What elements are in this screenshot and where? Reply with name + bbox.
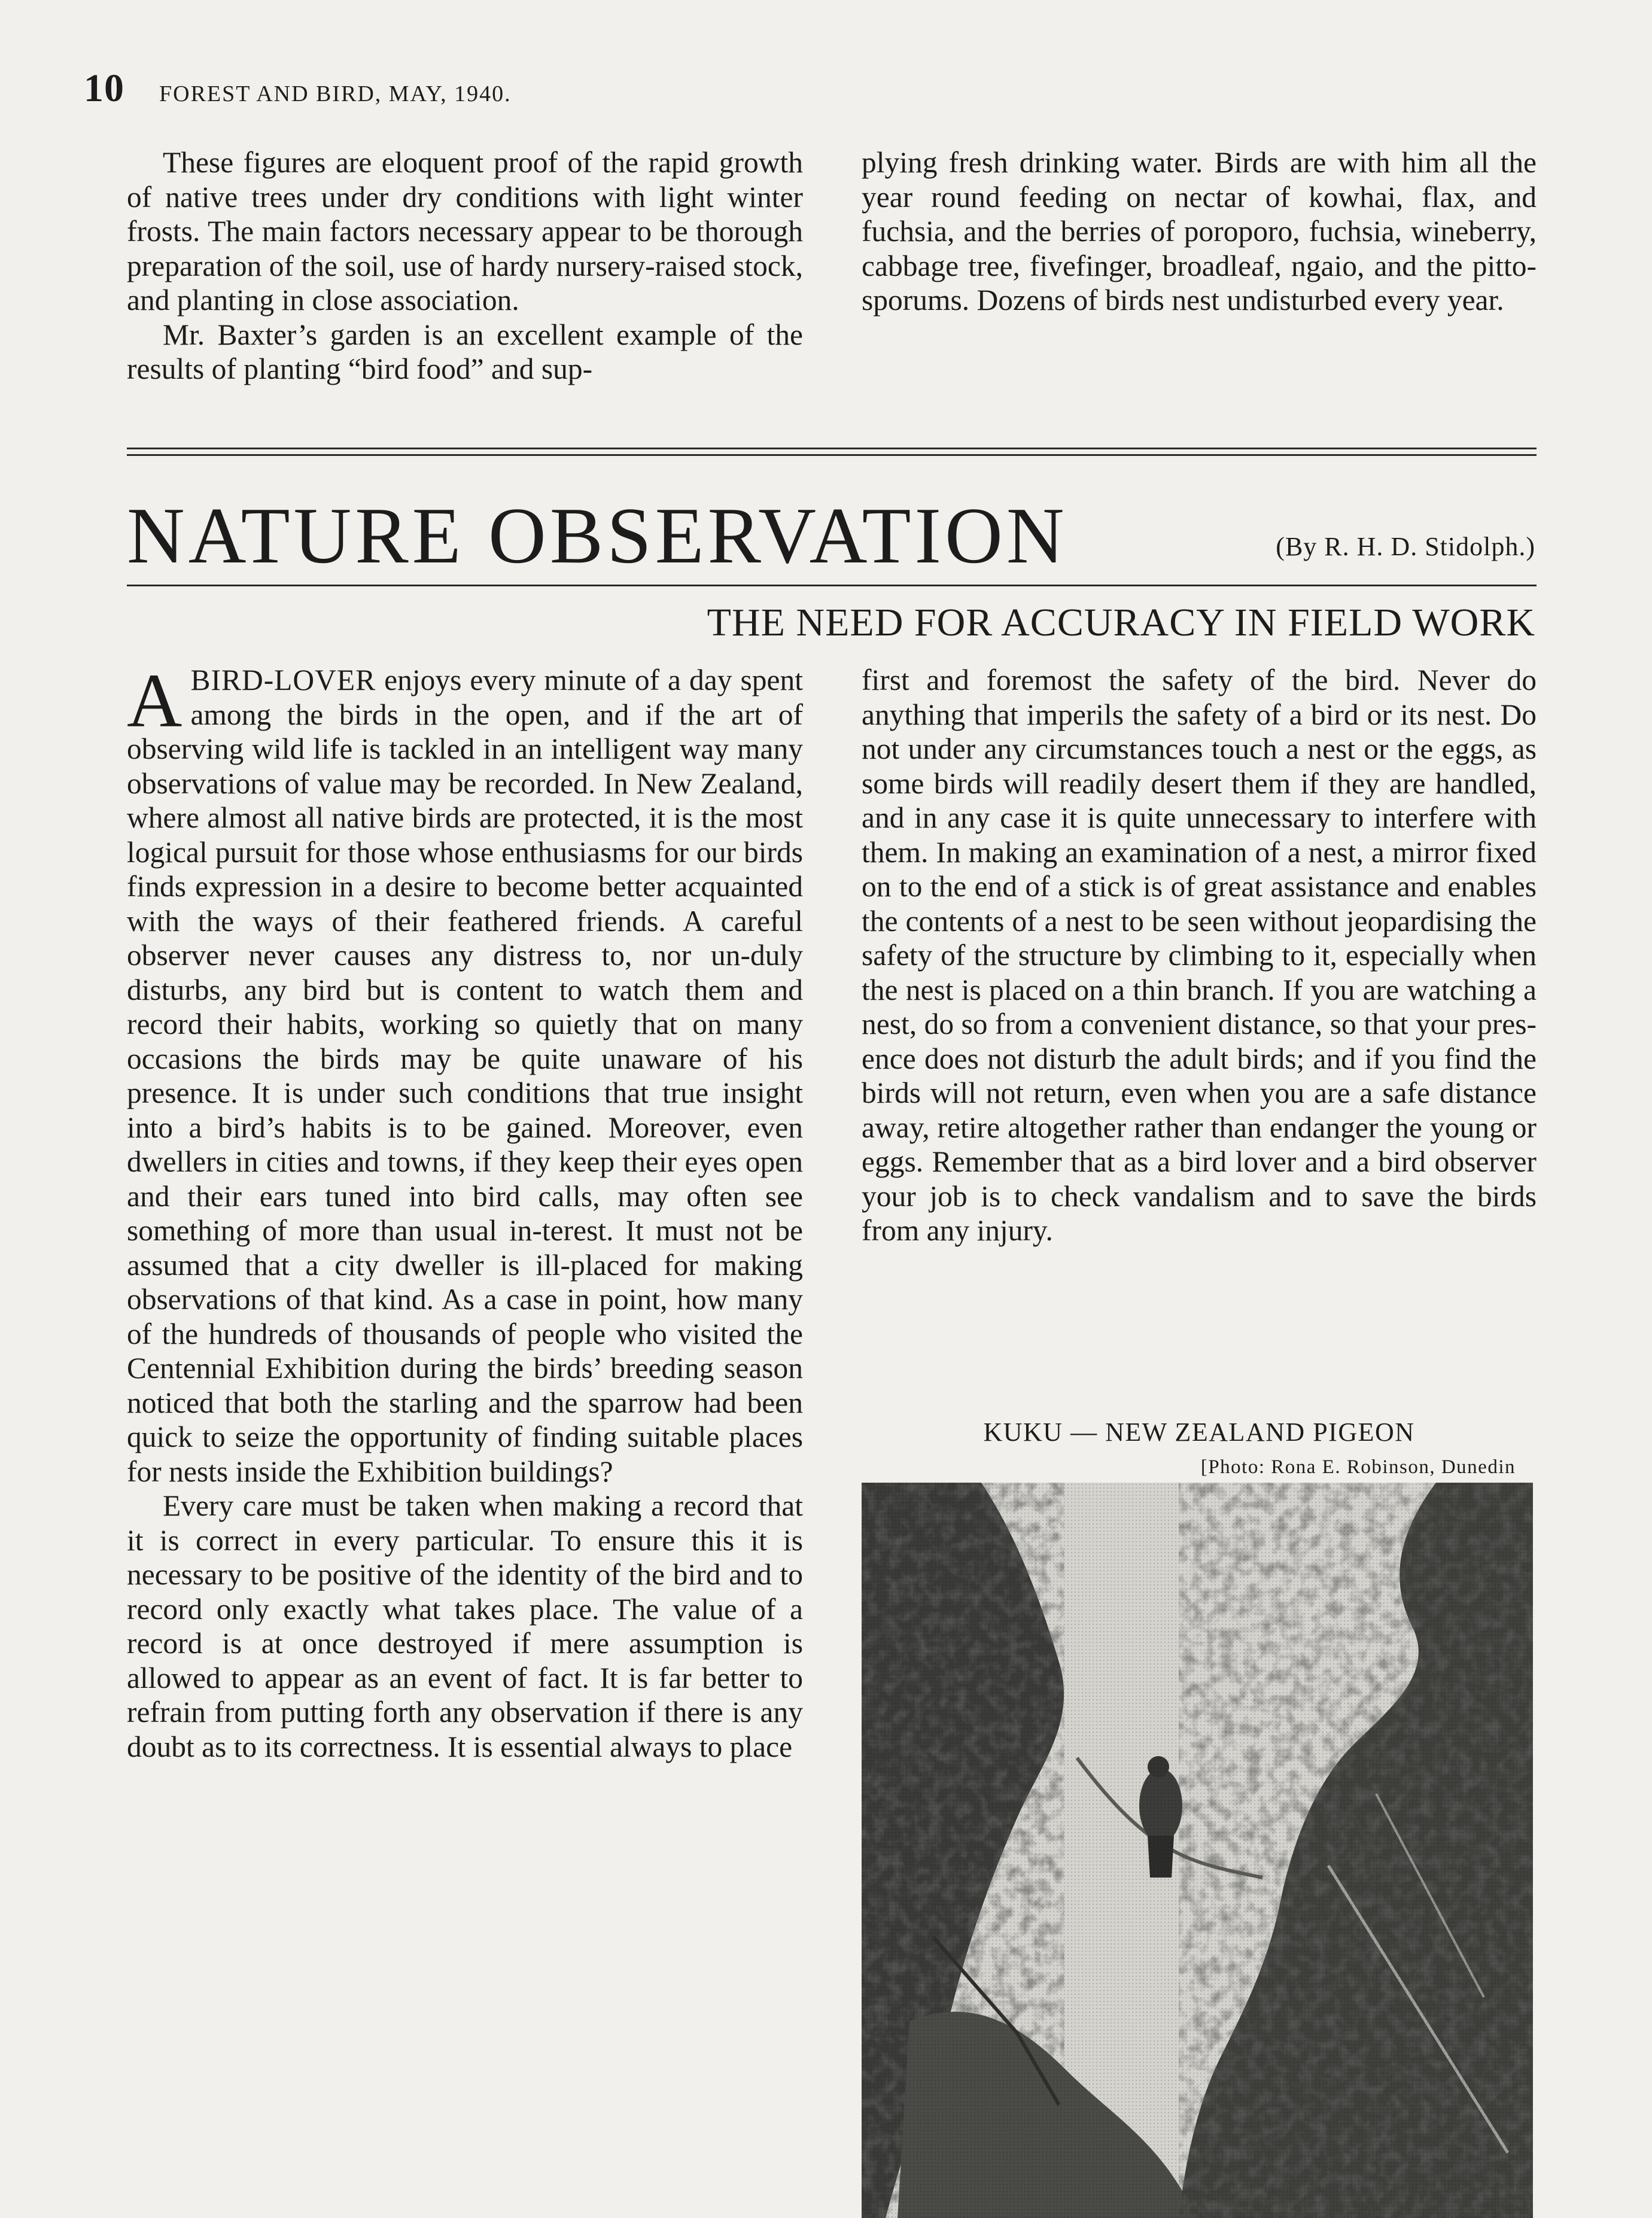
- photo-credit: [Photo: Rona E. Robinson, Dunedin: [1200, 1456, 1516, 1478]
- publication-line: FOREST AND BIRD, MAY, 1940.: [159, 81, 512, 107]
- figure-caption: KUKU — NEW ZEALAND PIGEON: [983, 1417, 1415, 1447]
- paragraph: first and foremost the safety of the bird. Never do anything that imperils the safety of a bird or its nest. Do not under any circumstances touch a nest or the eggs, as some birds will readily desert them if they are handled, and in any case it is quite unnecessary to interfere with them. In making an examination of a nest, a mirror fixed on to the end of a stick is of great assistance and enables the contents of a nest to be seen without jeopardising the safety of the structure by climbing to it, especially when the nest is placed on a thin branch. If you are watching a nest, do so from a convenient distance, so that your pres-ence does not disturb the adult birds; and if you find the birds will not return, even when you are a safe distance away, retire altogether rather than endanger the young or eggs. Remember that as a bird lover and a bird observer your job is to check vandalism and to save the birds from any injury.: [862, 664, 1537, 1247]
- article-subtitle: THE NEED FOR ACCURACY IN FIELD WORK: [707, 601, 1535, 644]
- article-byline: (By R. H. D. Stidolph.): [1276, 532, 1535, 561]
- title-rule: [127, 585, 1537, 586]
- article-right-column: [862, 663, 1537, 1248]
- article-title: NATURE OBSERVATION: [127, 491, 1068, 580]
- section-divider: [127, 448, 1537, 456]
- page-number: 10: [84, 66, 124, 110]
- paragraph: Mr. Baxter’s garden is an excellent example of the results of planting “bird food” and sup-: [127, 318, 803, 385]
- continued-article-left-column: [127, 145, 803, 387]
- lead-in: BIRD-LOVER: [190, 664, 376, 696]
- photo-illustration: [862, 1483, 1533, 2218]
- continued-article-right-column: [862, 145, 1537, 318]
- paragraph: Every care must be taken when making a record that it is correct in every particular. To ensure this it is necessary to be positive of the identity of the bird and to record only exactly what takes place. The value of a record is at once destroyed if mere assumption is allowed to appear as an event of fact. It is far better to refrain from putting forth any observation if there is any doubt as to its correctness. It is essential always to place: [127, 1489, 803, 1763]
- pigeon-photo: [862, 1483, 1533, 2218]
- paragraph: These figures are eloquent proof of the rapid growth of native trees under dry conditions with light winter frosts. The main factors necessary appear to be thorough preparation of the soil, use of hardy nursery-raised stock, and planting in close association.: [127, 146, 803, 317]
- paragraph: [127, 658, 803, 1489]
- paragraph-text: enjoys every minute of a day spent among the birds in the open, and if the art of observing wild life is tackled in an intelligent way many observations of value may be recorded. In New Zealand, where almost all native birds are protected, it is the most logical pursuit for those whose enthusiasms for our birds finds expression in a desire to become better acquainted with the ways of their feathered friends. A careful observer never causes any distress to, nor un-duly disturbs, any bird but is content to watch them and record their habits, working so quietly that on many occasions the birds may be quite unaware of his presence. It is under such conditions that true insight into a bird’s habits is to be gained. Moreover, even dwellers in cities and towns, if they keep their eyes open and their ears tuned into bird calls, may often see something of more than usual in-terest. It must not be assumed that a city dweller is ill-placed for making observations of that kind. As a case in point, how many of the hundreds of thousands of people who visited the Centennial Exhibition during the birds’ breeding season noticed that both the starling and the sparrow had been quick to seize the opportunity of finding suitable places for nests inside the Exhibition buildings?: [127, 664, 803, 1488]
- article-left-column: [127, 658, 803, 1764]
- running-header: [84, 66, 512, 111]
- paragraph: plying fresh drinking water. Birds are with him all the year round feeding on nectar of kowhai, flax, and fuchsia, and the berries of poroporo, fuchsia, wineberry, cabbage tree, fivefinger, broadleaf, ngaio, and the pitto-sporums. Dozens of birds nest undisturbed every year.: [862, 146, 1537, 317]
- drop-cap: A: [127, 658, 182, 743]
- halftone-screen: [862, 1483, 1533, 2218]
